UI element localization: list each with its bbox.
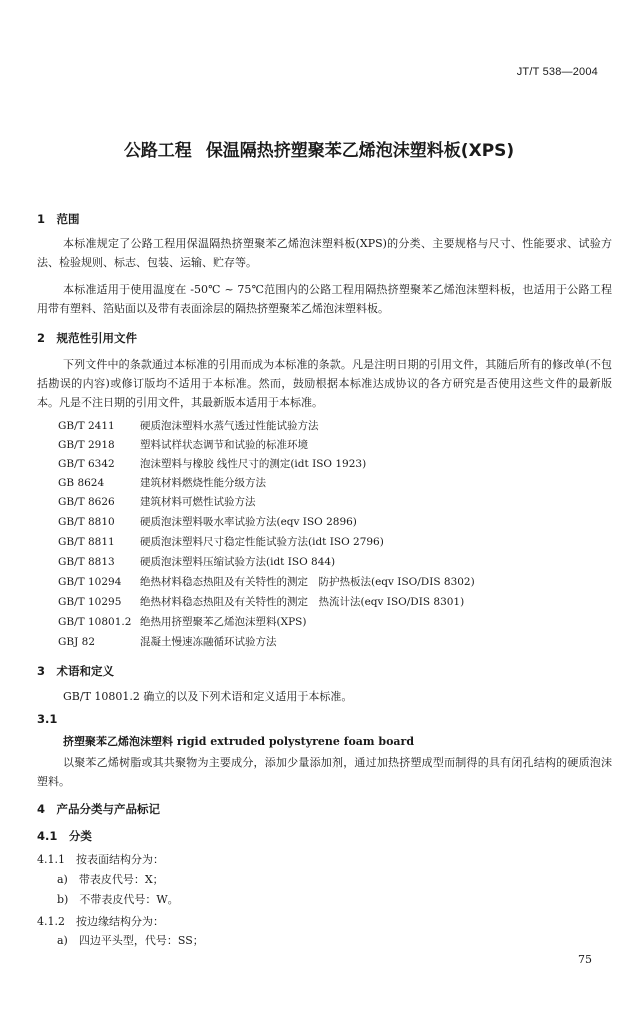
reference-item: [58, 456, 366, 471]
reference-item: [58, 418, 319, 433]
reference-item: [58, 514, 357, 529]
reference-code: GB/T 8810: [58, 516, 115, 528]
reference-title: 绝热材料稳态热阻及有关特性的测定 热流计法(eqv ISO/DIS 8301): [140, 596, 465, 608]
reference-title: 混凝土慢速冻融循环试验方法: [140, 636, 277, 648]
reference-code: GB/T 2411: [58, 420, 115, 432]
reference-item: [58, 534, 384, 549]
reference-title: 塑料试样状态调节和试验的标准环境: [140, 439, 308, 451]
section-3-paragraph-1: GB/T 10801.2 确立的以及下列术语和定义适用于本标准。: [63, 690, 353, 703]
section-4-heading: 4 产品分类与产品标记: [37, 802, 161, 816]
reference-item: [58, 475, 266, 490]
section-2-heading: 2 规范性引用文件: [37, 331, 138, 345]
title-part2: 保温隔热挤塑聚苯乙烯泡沫塑料板(XPS): [205, 141, 515, 161]
reference-code: GB/T 2918: [58, 439, 115, 451]
reference-title: 硬质泡沫塑料吸水率试验方法(eqv ISO 2896): [140, 516, 357, 528]
page-number: 75: [578, 953, 592, 966]
section-2-paragraph-1: 下列文件中的条款通过本标准的引用而成为本标准的条款。凡是注明日期的引用文件，其随后所有的修改单(不包括勘误的内容)或修订版均不适用于本标准。然而，鼓励根据本标准达成协议的各方研究是否使用这些文件的最新版本。凡是不注日期的引用文件，其最新版本适用于本标准。: [37, 358, 612, 409]
reference-code: GB 8624: [58, 477, 105, 489]
list-item-a: a) 带表皮代号：X；: [57, 873, 164, 886]
reference-title: 硬质泡沫塑料水蒸气透过性能试验方法: [140, 420, 319, 432]
reference-code: GB/T 10294: [58, 576, 122, 588]
reference-item: [58, 494, 256, 509]
subsection-4-1-1: 4.1.1 按表面结构分为：: [37, 853, 164, 866]
section-1-heading: 1 范围: [37, 212, 80, 226]
subsection-3-1: 3.1: [37, 712, 58, 726]
subsection-4-1: 4.1 分类: [37, 829, 92, 843]
reference-item: [58, 554, 335, 569]
reference-code: GB/T 10801.2: [58, 616, 132, 628]
term-entry: [63, 733, 414, 749]
reference-item: [58, 574, 475, 589]
term-definition: 以聚苯乙烯树脂或其共聚物为主要成分，添加少量添加剂，通过加热挤塑成型而制得的具有闭孔结构的硬质泡沫塑料。: [37, 756, 612, 788]
title-part1: 公路工程: [123, 141, 192, 161]
reference-code: GB/T 8811: [58, 536, 115, 548]
term-english: rigid extruded polystyrene foam board: [176, 735, 415, 748]
reference-item: [58, 634, 277, 649]
term-chinese: 挤塑聚苯乙烯泡沫塑料: [63, 735, 173, 748]
reference-item: [58, 614, 306, 629]
standard-code: JT/T 538—2004: [516, 66, 598, 78]
reference-title: 硬质泡沫塑料压缩试验方法(idt ISO 844): [140, 556, 336, 568]
reference-title: 泡沫塑料与橡胶 线性尺寸的测定(idt ISO 1923): [140, 458, 367, 470]
subsection-4-1-2: 4.1.2 按边缘结构分为：: [37, 915, 164, 928]
list-item-a: a) 四边平头型，代号：SS；: [57, 934, 204, 947]
reference-item: [58, 437, 308, 452]
reference-code: GB/T 8626: [58, 496, 115, 508]
reference-title: 建筑材料可燃性试验方法: [140, 496, 256, 508]
reference-code: GB/T 10295: [58, 596, 122, 608]
reference-title: 硬质泡沫塑料尺寸稳定性能试验方法(idt ISO 2796): [140, 536, 384, 548]
reference-title: 绝热用挤塑聚苯乙烯泡沫塑料(XPS): [140, 616, 307, 628]
section-3-heading: 3 术语和定义: [37, 664, 115, 678]
reference-item: [58, 594, 464, 609]
document-title: [0, 136, 638, 161]
reference-title: 绝热材料稳态热阻及有关特性的测定 防护热板法(eqv ISO/DIS 8302): [140, 576, 475, 588]
section-1-paragraph-2: 本标准适用于使用温度在 -50℃ ~ 75℃范围内的公路工程用隔热挤塑聚苯乙烯泡沫塑料板，也适用于公路工程用带有塑料、箔贴面以及带有表面涂层的隔热挤塑聚苯乙烯泡沫塑料板。: [37, 283, 612, 315]
reference-code: GB/T 8813: [58, 556, 115, 568]
reference-title: 建筑材料燃烧性能分级方法: [140, 477, 266, 489]
reference-code: GBJ 82: [58, 636, 96, 648]
list-item-b: b) 不带表皮代号：W。: [57, 893, 179, 906]
reference-code: GB/T 6342: [58, 458, 115, 470]
section-1-paragraph-1: 本标准规定了公路工程用保温隔热挤塑聚苯乙烯泡沫塑料板(XPS)的分类、主要规格与尺寸、性能要求、试验方法、检验规则、标志、包装、运输、贮存等。: [37, 237, 612, 269]
